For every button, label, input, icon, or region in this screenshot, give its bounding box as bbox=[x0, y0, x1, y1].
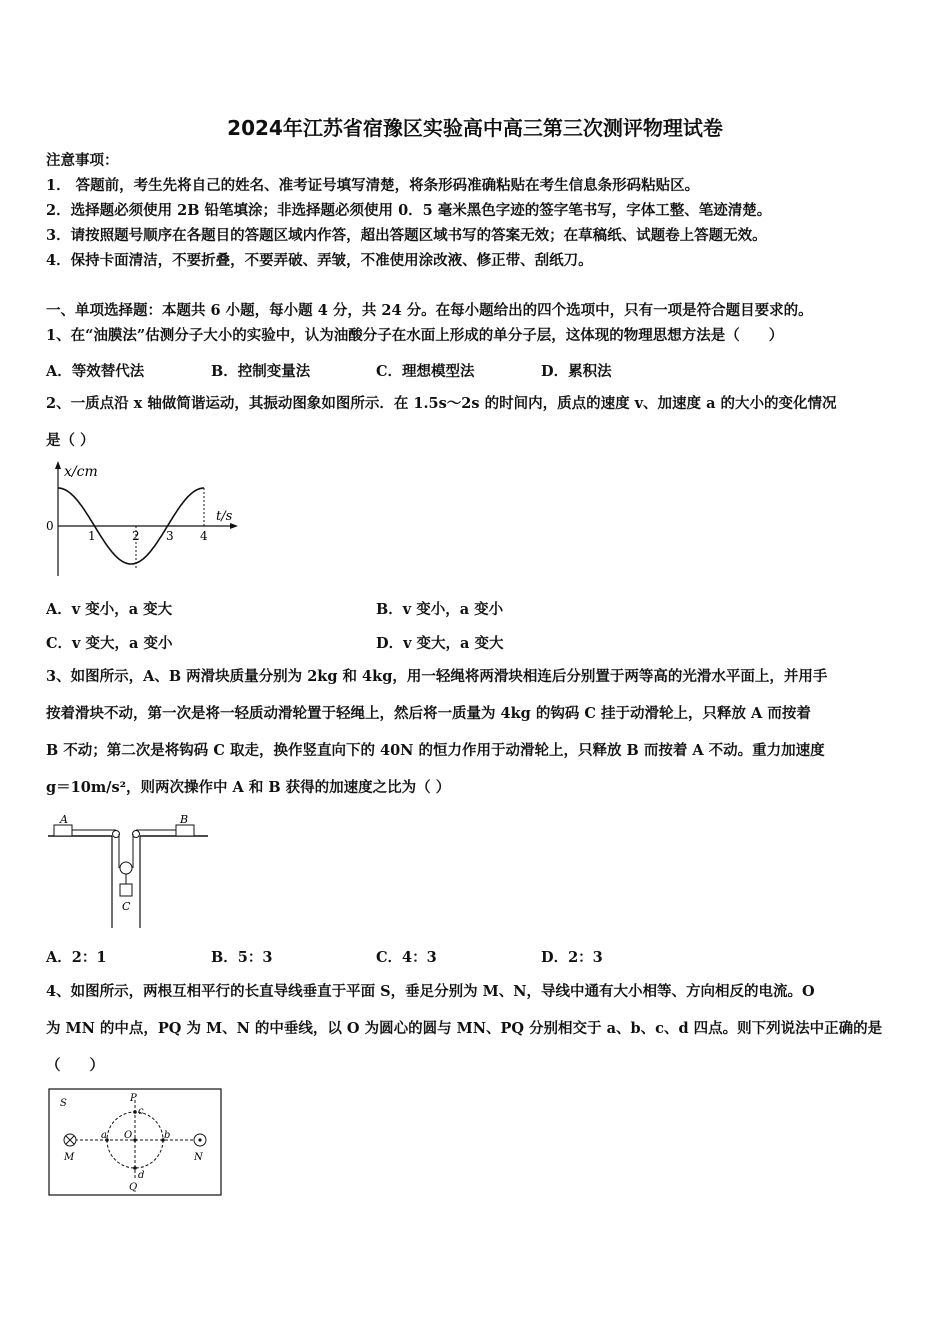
q4-stem-line1: 4、如图所示，两根互相平行的长直导线垂直于平面 S，垂足分别为 M、N，导线中通有大小相等、方向相反的电流。O bbox=[46, 983, 815, 1000]
y-axis-label: x/cm bbox=[64, 464, 98, 480]
q3-stem-line2: 按着滑块不动，第一次是将一轻质动滑轮置于轻绳上，然后将一质量为 4kg 的钩码 C 挂于动滑轮上，只释放 A 而按着 bbox=[46, 705, 811, 722]
q4-stem-line2: 为 MN 的中点，PQ 为 M、N 的中垂线，以 O 为圆心的圆与 MN、PQ 分别相交于 a、b、c、d 四点。则下列说法中正确的是 bbox=[46, 1020, 883, 1037]
point-o bbox=[133, 1138, 137, 1142]
notice-item-2: 2．选择题必须使用 2B 铅笔填涂；非选择题必须使用 0．5 毫米黑色字迹的签字笔书写，字体工整、笔迹清楚。 bbox=[46, 202, 772, 219]
label-a: a bbox=[101, 1130, 107, 1141]
q3-stem-line1: 3、如图所示，A、B 两滑块质量分别为 2kg 和 4kg，用一轻绳将两滑块相连后分别置于两等高的光滑水平面上，并用手 bbox=[46, 668, 828, 685]
q2-option-b: B．v 变小，a 变小 bbox=[376, 601, 504, 618]
notice-item-3: 3．请按照题号顺序在各题目的答题区域内作答，超出答题区域书写的答案无效；在草稿纸、试题卷上答题无效。 bbox=[46, 227, 767, 244]
q2-option-c: C．v 变大，a 变小 bbox=[46, 635, 173, 652]
q1-option-b: B．控制变量法 bbox=[211, 363, 311, 380]
label-p: P bbox=[130, 1093, 137, 1104]
label-c: c bbox=[138, 1106, 144, 1117]
point-d bbox=[133, 1166, 137, 1170]
label-b: B bbox=[180, 813, 189, 826]
y-axis-arrow bbox=[55, 461, 61, 469]
q2-option-a: A．v 变小，a 变大 bbox=[46, 601, 173, 618]
q3-option-d: D．2：3 bbox=[541, 949, 603, 966]
notice-heading: 注意事项： bbox=[46, 152, 119, 169]
weight-c bbox=[120, 884, 132, 896]
q3-stem-line4: g＝10m/s²，则两次操作中 A 和 B 获得的加速度之比为（ ） bbox=[46, 779, 451, 796]
q3-stem-line3: B 不动；第二次是将钩码 C 取走，换作竖直向下的 40N 的恒力作用于动滑轮上，只释放 B 而按着 A 不动。重力加速度 bbox=[46, 742, 825, 759]
tick-label-1: 1 bbox=[88, 529, 96, 543]
q3-option-b: B．5：3 bbox=[211, 949, 273, 966]
label-s: S bbox=[60, 1098, 67, 1109]
block-a bbox=[54, 825, 72, 836]
q1-option-c: C．理想模型法 bbox=[376, 363, 475, 380]
q2-stem-line1: 2、一质点沿 x 轴做简谐运动，其振动图象如图所示．在 1.5s～2s 的时间内，质点的速度 v、加速度 a 的大小的变化情况 bbox=[46, 395, 837, 412]
x-axis-label: t/s bbox=[216, 509, 233, 524]
q1-option-d: D．累积法 bbox=[541, 363, 612, 380]
point-c bbox=[133, 1110, 137, 1114]
q3-pulley-figure bbox=[44, 810, 214, 930]
pulley-left bbox=[113, 831, 120, 838]
page-title: 2024年江苏省宿豫区实验高中高三第三次测评物理试卷 bbox=[227, 116, 723, 140]
label-n: N bbox=[194, 1152, 203, 1163]
q1-stem: 1、在“油膜法”估测分子大小的实验中，认为油酸分子在水面上形成的单分子层，这体现的物理思想方法是（ ） bbox=[46, 327, 784, 344]
origin-label: 0 bbox=[46, 519, 54, 533]
dot-n bbox=[198, 1138, 201, 1141]
notice-item-1: 1． 答题前，考生先将自己的姓名、准考证号填写清楚，将条形码准确粘贴在考生信息条形码粘贴区。 bbox=[46, 177, 700, 194]
tick-label-3: 3 bbox=[166, 529, 174, 543]
q1-option-a: A．等效替代法 bbox=[46, 363, 145, 380]
tick-label-2: 2 bbox=[132, 529, 140, 543]
label-o: O bbox=[124, 1130, 133, 1141]
q2-stem-line2: 是（ ） bbox=[46, 432, 95, 449]
label-b: b bbox=[164, 1130, 171, 1141]
q2-option-d: D．v 变大，a 变大 bbox=[376, 635, 504, 652]
moving-pulley bbox=[120, 862, 132, 874]
pulley-right bbox=[133, 831, 140, 838]
q4-magnetic-figure bbox=[48, 1088, 224, 1198]
q3-option-a: A．2：1 bbox=[46, 949, 107, 966]
label-d: d bbox=[138, 1170, 145, 1181]
label-c: C bbox=[122, 900, 131, 913]
q4-stem-line3: （ ） bbox=[46, 1057, 104, 1074]
block-b bbox=[176, 825, 194, 836]
label-m: M bbox=[64, 1152, 75, 1163]
notice-item-4: 4．保持卡面清洁，不要折叠，不要弄破、弄皱，不准使用涂改液、修正带、刮纸刀。 bbox=[46, 252, 593, 269]
q2-vibration-graph bbox=[42, 458, 242, 578]
label-a: A bbox=[60, 813, 68, 826]
section-heading: 一、单项选择题：本题共 6 小题，每小题 4 分，共 24 分。在每小题给出的四个选项中，只有一项是符合题目要求的。 bbox=[46, 302, 813, 319]
tick-label-4: 4 bbox=[200, 529, 208, 543]
label-q: Q bbox=[129, 1182, 138, 1193]
q3-option-c: C．4：3 bbox=[376, 949, 437, 966]
